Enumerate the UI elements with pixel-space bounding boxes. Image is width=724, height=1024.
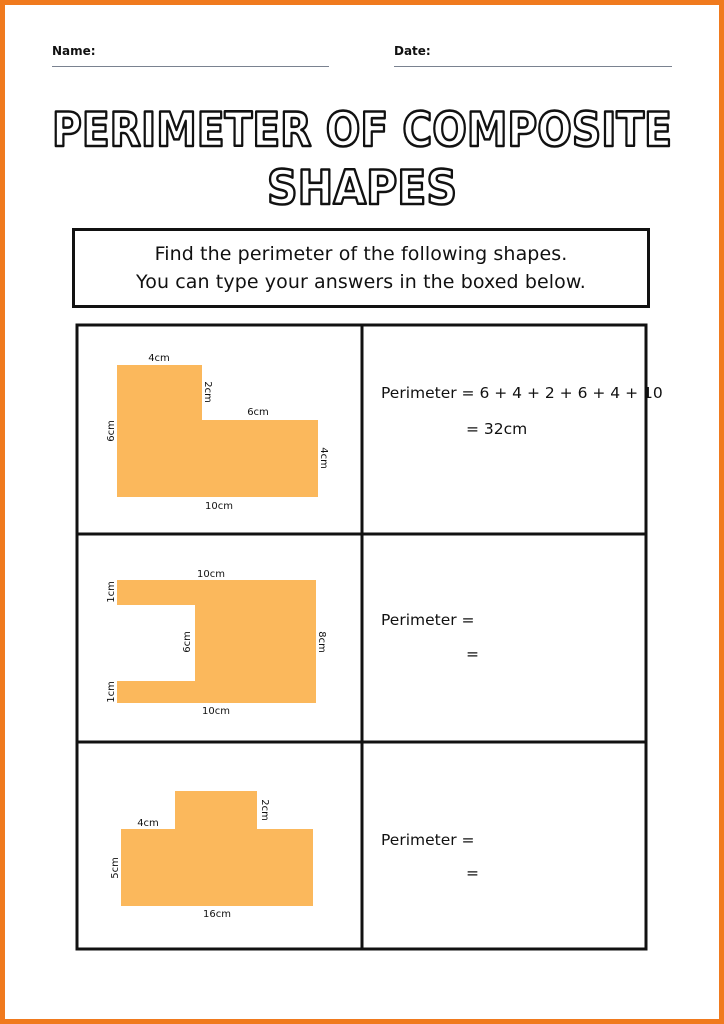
date-label: Date: xyxy=(394,44,431,58)
shape1-right-label: 4cm xyxy=(318,447,329,469)
title-line-1: PERIMETER OF COMPOSITE xyxy=(52,103,672,158)
shape3-bottom-label: 16cm xyxy=(203,909,231,920)
shape1-bottom-label: 10cm xyxy=(205,501,233,512)
title-line-2: SHAPES xyxy=(267,161,457,216)
shape3-left-label: 5cm xyxy=(110,857,121,879)
shape1-notch-label: 2cm xyxy=(202,381,213,403)
name-label: Name: xyxy=(52,44,96,58)
answer3-perimeter[interactable]: Perimeter = xyxy=(381,831,475,849)
instructions-line-2: You can type your answers in the boxed below. xyxy=(136,271,586,293)
shape2-bottom-arm-label: 1cm xyxy=(106,681,117,703)
shape2-inner-label: 6cm xyxy=(182,631,193,653)
shape2-right-label: 8cm xyxy=(316,631,327,653)
answer1-result[interactable]: = 32cm xyxy=(466,420,528,438)
answer3-result[interactable]: = xyxy=(466,864,479,882)
instructions-line-1: Find the perimeter of the following shapes. xyxy=(154,243,568,265)
shape2-top-label: 10cm xyxy=(197,569,225,580)
shape1-step-label: 6cm xyxy=(247,407,269,418)
shape3-raise-label: 2cm xyxy=(259,799,270,821)
composite-shape-1 xyxy=(117,365,318,497)
shape3-ledge-label: 4cm xyxy=(137,818,159,829)
shape2-bottom-label: 10cm xyxy=(202,706,230,717)
shape1-left-label: 6cm xyxy=(106,420,117,442)
composite-shape-2 xyxy=(117,580,316,703)
answer2-perimeter[interactable]: Perimeter = xyxy=(381,611,475,629)
shape2-top-arm-label: 1cm xyxy=(106,581,117,603)
answer1-perimeter[interactable]: Perimeter = 6 + 4 + 2 + 6 + 4 + 10 xyxy=(381,384,663,402)
answer2-result[interactable]: = xyxy=(466,645,479,663)
composite-shape-3 xyxy=(121,791,313,906)
shape1-top-label: 4cm xyxy=(148,353,170,364)
